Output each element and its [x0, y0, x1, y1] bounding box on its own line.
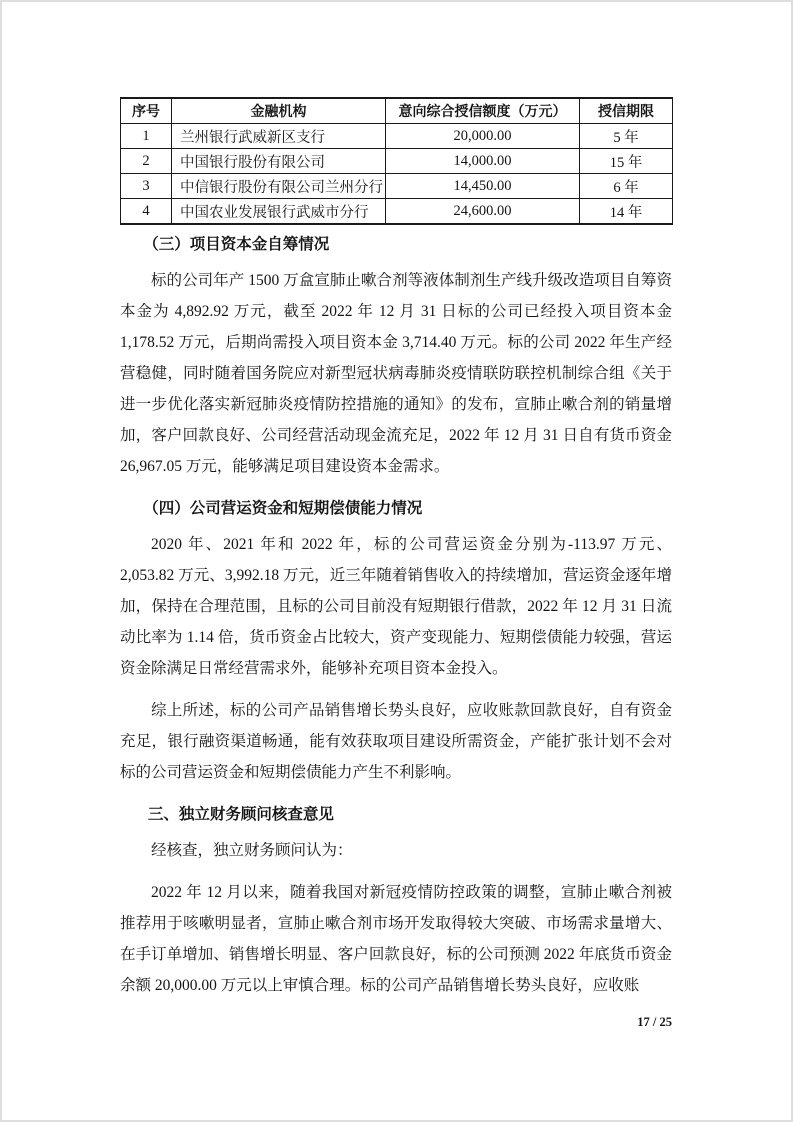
table-cell: 中国银行股份有限公司	[172, 149, 386, 174]
table-cell: 中信银行股份有限公司兰州分行	[172, 174, 386, 199]
document-body	[120, 229, 672, 1001]
paragraph: 2020 年、2021 年和 2022 年，标的公司营运资金分别为-113.97 万元、2,053.82 万元、3,992.18 万元，近三年随着销售收入的持续增加，营运资金逐年增加，保持在合理范围，且标的公司目前没有短期银行借款，2022 年 12 月 31 日流动比率为 1.14 倍，货币资金占比较大，资产变现能力、短期偿债能力较强，营运资金除满足日常经营需求外，能够补充项目资本金投入。	[120, 536, 672, 677]
paragraph: 经核查，独立财务顾问认为：	[151, 842, 353, 859]
table-header-row	[121, 98, 673, 124]
paragraph: 2022 年 12 月以来，随着我国对新冠疫情防控政策的调整，宣肺止嗽合剂被推荐用于咳嗽明显者，宣肺止嗽合剂市场开发取得较大突破、市场需求量增大、在手订单增加、销售增长明显、客户回款良好，标的公司预测 2022 年底货币资金余额 20,000.00 万元以上审慎合理。标的公司产品销售增长势头良好，应收账	[120, 884, 672, 994]
table-row	[121, 124, 673, 149]
table-header-cell: 序号	[121, 98, 172, 124]
paragraph: 综上所述，标的公司产品销售增长势头良好，应收账款回款良好，自有资金充足，银行融资渠道畅通，能有效获取项目建设所需资金，产能扩张计划不会对标的公司营运资金和短期偿债能力产生不利影响。	[120, 702, 672, 781]
page-number: 17 / 25	[637, 1015, 672, 1029]
paragraph: 标的公司年产 1500 万盒宣肺止嗽合剂等液体制剂生产线升级改造项目自筹资本金为 4,892.92 万元，截至 2022 年 12 月 31 日标的公司已经投入项目资本金 1,178.52 万元，后期尚需投入项目资本金 3,714.40 万元。标的公司 2022 年生产经营稳健，同时随着国务院应对新型冠状病毒肺炎疫情联防联控机制综合组《关于进一步优化落实新冠肺炎疫情防控措施的通知》的发布，宣肺止嗽合剂的销量增加，客户回款良好、公司经营活动现金流充足，2022 年 12 月 31 日自有货币资金 26,967.05 万元，能够满足项目建设资本金需求。	[120, 272, 672, 475]
table-row	[121, 149, 673, 174]
table-cell: 兰州银行武威新区支行	[172, 124, 386, 149]
section-heading-advisor-opinion: 三、独立财务顾问核查意见	[147, 806, 334, 823]
table-cell: 2	[121, 149, 172, 174]
section-heading-self-raised-capital: （三）项目资本金自筹情况	[143, 236, 330, 253]
table-cell: 15 年	[580, 149, 673, 174]
credit-facilities-table	[120, 97, 673, 225]
table-header-cell: 意向综合授信额度（万元）	[386, 98, 580, 124]
table-cell: 24,600.00	[386, 199, 580, 225]
table-cell: 20,000.00	[386, 124, 580, 149]
section-heading-working-capital: （四）公司营运资金和短期偿债能力情况	[143, 500, 423, 517]
table-cell: 1	[121, 124, 172, 149]
table-cell: 4	[121, 199, 172, 225]
table-cell: 中国农业发展银行武威市分行	[172, 199, 386, 225]
table-header-cell: 授信期限	[580, 98, 673, 124]
table-row	[121, 199, 673, 225]
table-header-cell: 金融机构	[172, 98, 386, 124]
table-row	[121, 174, 673, 199]
table-cell: 5 年	[580, 124, 673, 149]
table-cell: 14 年	[580, 199, 673, 225]
table-cell: 14,450.00	[386, 174, 580, 199]
table-cell: 14,000.00	[386, 149, 580, 174]
table-cell: 6 年	[580, 174, 673, 199]
table-cell: 3	[121, 174, 172, 199]
